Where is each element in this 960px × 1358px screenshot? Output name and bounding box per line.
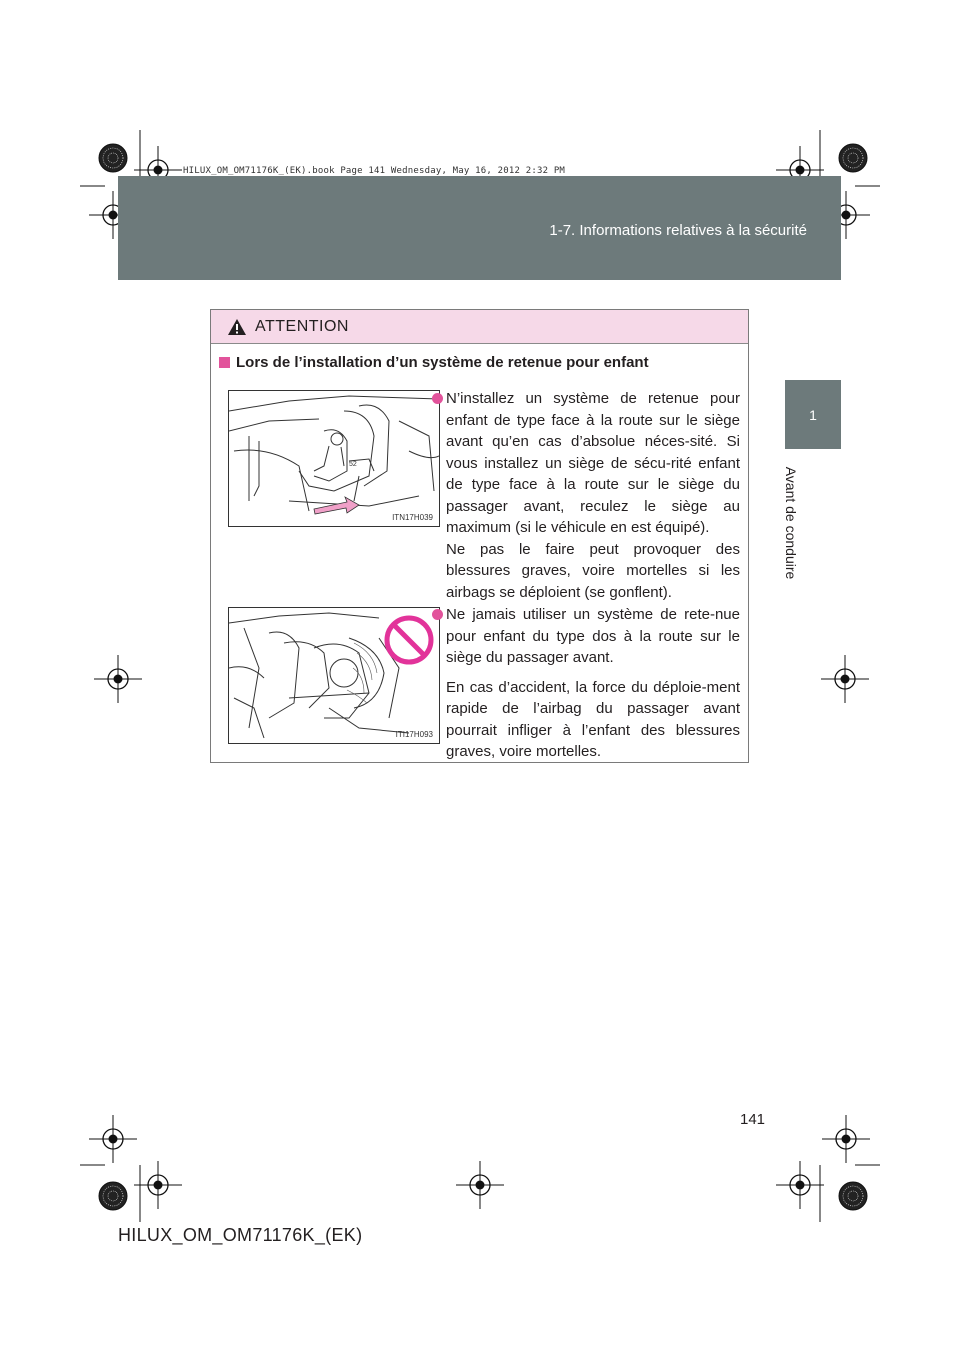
figure-code: ITN17H039 bbox=[392, 513, 433, 522]
attention-box bbox=[210, 309, 749, 763]
forward-facing-child-seat-illustration bbox=[229, 391, 439, 526]
figure-forward-facing-seat bbox=[228, 390, 440, 527]
file-stamp: HILUX_OM_OM71176K_(EK).book Page 141 Wednesday, May 16, 2012 2:32 PM bbox=[183, 166, 566, 176]
document-code: HILUX_OM_OM71176K_(EK) bbox=[118, 1225, 363, 1245]
chapter-number: 1 bbox=[809, 406, 817, 423]
section-title: 1-7. Informations relatives à la sécurité bbox=[549, 222, 807, 239]
square-bullet-icon bbox=[219, 357, 230, 368]
attention-header bbox=[211, 310, 748, 344]
rear-facing-airbag-illustration bbox=[229, 608, 439, 743]
warning-triangle-icon bbox=[227, 318, 247, 336]
bullet-paragraph: En cas d’accident, la force du déploie-ment rapide de l’airbag du passager avant pourrait infliger à l’enfant des blessures graves, voire mortelles. bbox=[446, 678, 740, 760]
figure-rear-facing-prohibited bbox=[228, 607, 440, 744]
round-bullet-icon bbox=[432, 393, 443, 404]
header-band bbox=[118, 176, 841, 280]
bullet-paragraph: N’installez un système de retenue pour enfant de type face à la route sur le siège avant qu’en cas d’absolue néces-sité. Si vous installez un siège de sécu-rité enfant de type face à la route sur le siège du passager avant, reculez le siège au maximum (si le véhicule en est équipé). bbox=[446, 390, 740, 536]
page-number: 141 bbox=[740, 1111, 766, 1128]
round-bullet-icon bbox=[432, 609, 443, 620]
chapter-label bbox=[771, 458, 811, 588]
bullet-item bbox=[446, 388, 740, 603]
attention-subheading-text: Lors de l’installation d’un système de retenue pour enfant bbox=[236, 354, 649, 371]
attention-subheading bbox=[219, 354, 649, 371]
attention-title: ATTENTION bbox=[255, 317, 349, 335]
bullet-paragraph: Ne jamais utiliser un système de rete-nue pour enfant du type dos à la route sur le siège du passager avant. bbox=[446, 606, 740, 666]
figure-code: ITI17H093 bbox=[395, 730, 433, 739]
bullet-paragraph: Ne pas le faire peut provoquer des blessures graves, voire mortelles si les airbags se déploient (se gonflent). bbox=[446, 540, 740, 601]
bullet-item bbox=[446, 604, 740, 763]
chapter-label-text: Avant de conduire bbox=[783, 466, 799, 580]
svg-text:52: 52 bbox=[349, 461, 357, 468]
chapter-tab bbox=[785, 380, 841, 449]
